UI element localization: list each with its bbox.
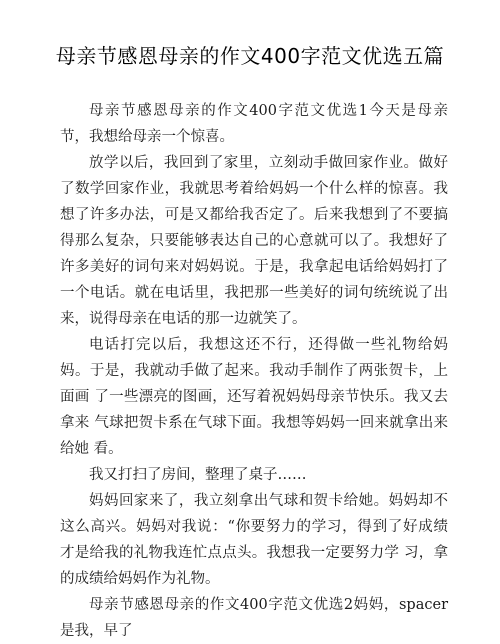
paragraph: 妈妈回家来了，我立刻拿出气球和贺卡给她。妈妈却不 这么高兴。妈妈对我说：“你要努力的学习，得到了好成绩 才是给我的礼物我连忙点点头。我想我一定要努力学 习，拿的成绩给妈妈作为礼物。: [60, 493, 448, 587]
paragraph: 母亲节感恩母亲的作文400字范文优选2妈妈，spacer是我，早了: [60, 597, 448, 639]
document-body: [60, 98, 448, 644]
paragraph: 放学以后，我回到了家里，立刻动手做回家作业。做好 了数学回家作业，我就思考着给妈妈一个什么样的惊喜。我 想了许多办法，可是又都给我否定了。后来我想到了不要搞 得那么复杂，只要能够表达自己的心意就可以了。我想好了 许多美好的词句来对妈妈说。于是，我拿起电话给妈妈打了 一个电话。就在电话里，我把那一些美好的词句统统说了出 来，说得母亲在电话的那一边就笑了。: [60, 155, 448, 327]
paragraph: 电话打完以后，我想这还不行，还得做一些礼物给妈妈。于是，我就动手做了起来。我动手制作了两张贺卡，上面画 了一些漂亮的图画，还写着祝妈妈母亲节快乐。我又去拿来 气球把贺卡系在气球下面。我想等妈妈一回来就拿出来给她 看。: [60, 337, 448, 457]
document-title: 母亲节感恩母亲的作文400字范文优选五篇: [55, 44, 445, 68]
paragraph: 母亲节感恩母亲的作文400字范文优选1今天是母亲 节，我想给母亲一个惊喜。: [60, 103, 448, 145]
paragraph: 我又打扫了房间，整理了桌子……: [89, 467, 307, 483]
